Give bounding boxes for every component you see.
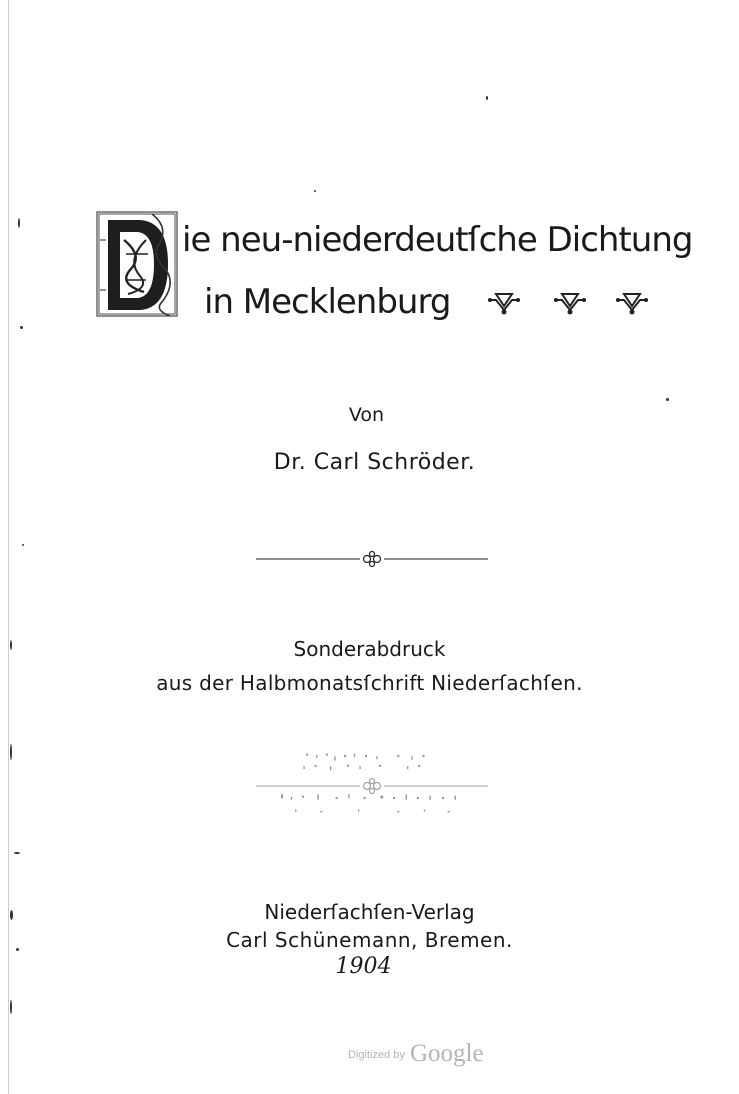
title-line-2: in Mecklenburg: [204, 282, 451, 322]
scan-speck: [10, 1000, 12, 1014]
scan-speck: [314, 190, 316, 192]
title-line-1: ie neu-niederdeutſche Dichtung: [182, 220, 693, 260]
publication-year: 1904: [335, 954, 392, 979]
byline-von: Von: [348, 404, 385, 426]
scan-speck: [10, 744, 12, 760]
digitized-by-label: Digitized by: [348, 1049, 405, 1061]
digitized-watermark: [348, 1040, 484, 1068]
ornament-icon: [614, 290, 650, 316]
scan-speck: [666, 398, 669, 401]
google-logo: Google: [409, 1040, 484, 1067]
publisher-line-2: Carl Schünemann, Bremen.: [226, 928, 513, 952]
scan-speck: [14, 852, 20, 854]
ornament-icon: [486, 290, 522, 316]
scan-speck: [486, 96, 488, 100]
subtitle-line-2: aus der Halbmonatsſchrift Niederſachſen.: [156, 671, 583, 695]
scan-speck: [18, 218, 20, 228]
divider-ornament: [256, 549, 488, 569]
scan-speck: [22, 544, 24, 546]
publisher-line-1: Niederſachſen-Verlag: [264, 900, 475, 924]
subtitle-line-1: Sonderabdruck: [293, 637, 446, 661]
author-name: Dr. Carl Schröder.: [273, 450, 476, 475]
faded-divider-ornament: [256, 776, 488, 796]
ornamental-initial-d: [96, 210, 178, 318]
scan-speck: [20, 326, 23, 329]
ornament-icon: [552, 290, 588, 316]
